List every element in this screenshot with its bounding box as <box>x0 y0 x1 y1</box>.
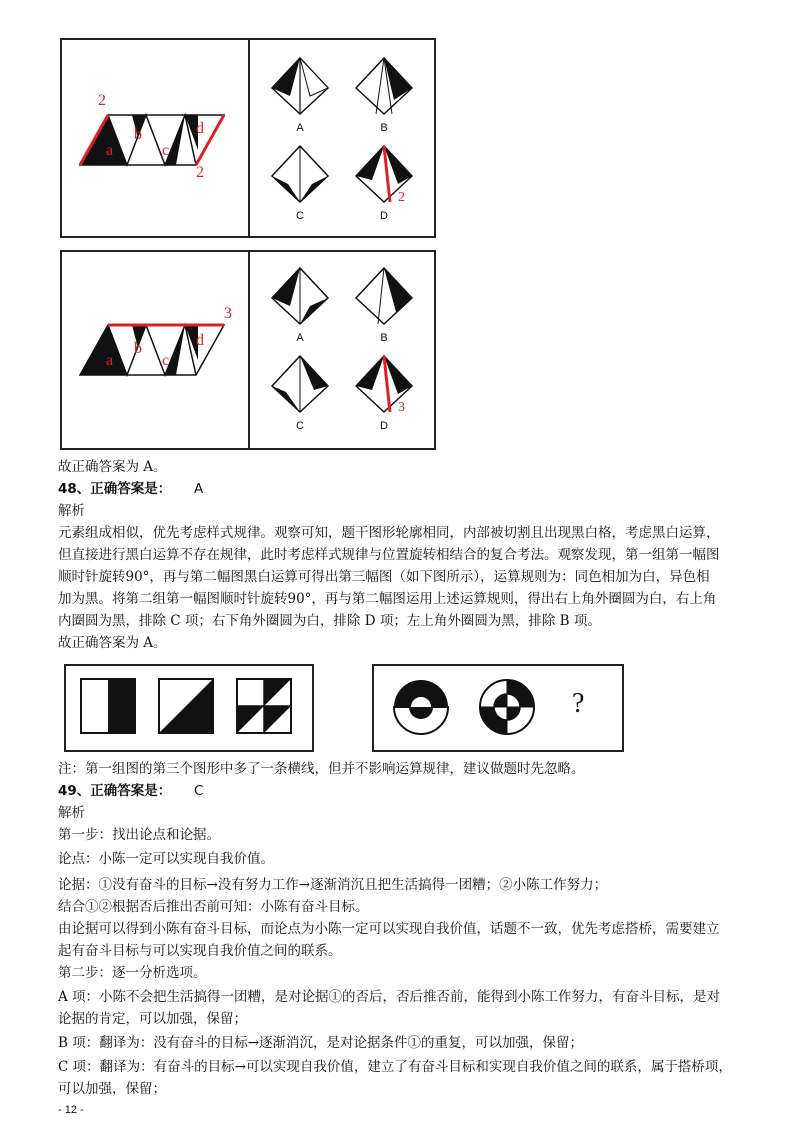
conclusion-1: 故正确答案为 A。 <box>58 459 167 475</box>
stem2-letter-d: d <box>196 332 204 349</box>
option-b-shape <box>354 56 414 116</box>
q48-heading-text: 48、正确答案是： <box>58 481 172 497</box>
option2-b-shape <box>354 266 414 326</box>
q48-answer: A <box>194 481 204 497</box>
option-b-label: B <box>380 122 388 134</box>
option-c-label: C <box>296 210 304 222</box>
option-d-shape <box>354 144 414 204</box>
q48-fig-4 <box>392 678 450 736</box>
q49-heading-text: 49、正确答案是： <box>58 783 172 799</box>
option-c-shape <box>270 144 330 204</box>
figure-2-stem <box>78 320 228 380</box>
q48-heading <box>58 480 203 498</box>
q48-fig-5 <box>478 678 536 736</box>
stem2-letter-b: b <box>134 340 142 357</box>
figure-1-stem <box>78 110 228 170</box>
q48-analysis-label: 解析 <box>58 503 85 519</box>
option2-a-label: A <box>296 332 304 344</box>
option2-c-label: C <box>296 420 304 432</box>
q49-line-1: 论点：小陈一定可以实现自我价值。 <box>58 851 274 867</box>
q49-answer: C <box>194 783 204 799</box>
q48-para-2: 顺时针旋转90°，再与第二幅图黑白运算可得出第三幅图（如下图所示），运算规则为：同色相加为白，异色相 <box>58 569 710 585</box>
page-number: - 12 - <box>58 1104 84 1116</box>
q49-line-9: B 项：翻译为：没有奋斗的目标→逐渐消沉，是对论据条件①的重复，可以加强，保留； <box>58 1035 584 1051</box>
stem-letter-c: c <box>162 142 170 159</box>
q48-para-0: 元素组成相似，优先考虑样式规律。观察可知，题干图形轮廓相同，内部被切割且出现黑白格，考虑黑白运算， <box>58 525 720 541</box>
q49-line-5: 起有奋斗目标与可以实现自我价值之间的联系。 <box>58 943 342 959</box>
option2-b-label: B <box>380 332 388 344</box>
q49-line-10: C 项：翻译为：有奋斗的目标→可以实现自我价值，建立了有奋斗目标和实现自我价值之间的联系，属于搭桥项， <box>58 1059 732 1075</box>
q49-line-6: 第二步：逐一分析选项。 <box>58 965 207 981</box>
q49-heading <box>58 782 203 800</box>
option2-c-shape <box>270 354 330 414</box>
q49-line-11: 可以加强，保留； <box>58 1081 166 1097</box>
option-a-label: A <box>296 122 304 134</box>
option2-d-label: D <box>380 420 388 432</box>
q48-fig-3 <box>236 678 292 734</box>
q49-analysis-label: 解析 <box>58 805 85 821</box>
stem2-letter-a: a <box>106 352 114 369</box>
stem-mark-right: 2 <box>196 164 204 181</box>
q49-line-8: 论据的肯定，可以加强，保留； <box>58 1011 247 1027</box>
q49-line-3: 结合①②根据否后推出否前可知：小陈有奋斗目标。 <box>58 899 369 915</box>
q49-line-7: A 项：小陈不会把生活搞得一团糟，是对论据①的否后，否后推否前，能得到小陈工作努力，有奋斗目标，是对 <box>58 989 721 1005</box>
stem2-mark: 3 <box>224 305 232 322</box>
q48-para-4: 内圈圆为黑，排除 C 项；右下角外圈圆为白，排除 D 项；左上角外圈圆为黑，排除 B 项。 <box>58 613 601 629</box>
stem2-letter-c: c <box>162 352 170 369</box>
option-a-shape <box>270 56 330 116</box>
q48-fig-1 <box>80 678 136 734</box>
q48-para-1: 但直接进行黑白运算不存在规律，此时考虑样式规律与位置旋转相结合的复合考法。观察发现，第一组第一幅图 <box>58 547 720 563</box>
stem-mark-left: 2 <box>98 92 106 109</box>
option-d-mark: 2 <box>398 190 405 205</box>
stem-letter-d: d <box>196 120 204 137</box>
stem-letter-b: b <box>134 126 142 143</box>
q49-line-2: 论据：①没有奋斗的目标→没有努力工作→逐渐消沉且把生活搞得一团糟；②小陈工作努力； <box>58 877 608 893</box>
stem-letter-a: a <box>106 142 114 159</box>
option2-a-shape <box>270 266 330 326</box>
option2-d-shape <box>354 354 414 414</box>
q49-line-0: 第一步：找出论点和论据。 <box>58 827 220 843</box>
q48-fig-2 <box>158 678 214 734</box>
option-d-label: D <box>380 210 388 222</box>
q48-conclusion: 故正确答案为 A。 <box>58 635 167 651</box>
q49-line-4: 由论据可以得到小陈有奋斗目标，而论点为小陈一定可以实现自我价值，话题不一致，优先考虑搭桥，需要建立 <box>58 921 720 937</box>
option2-d-mark: 3 <box>398 400 405 415</box>
q48-note: 注：第一组图的第三个图形中多了一条横线，但并不影响运算规律，建议做题时先忽略。 <box>58 761 585 777</box>
q48-para-3: 加为黑。将第二组第一幅图顺时针旋转90°，再与第二幅图运用上述运算规则，得出右上角外圈圆为白，右上角 <box>58 591 717 607</box>
q48-question-mark: ? <box>572 688 585 719</box>
